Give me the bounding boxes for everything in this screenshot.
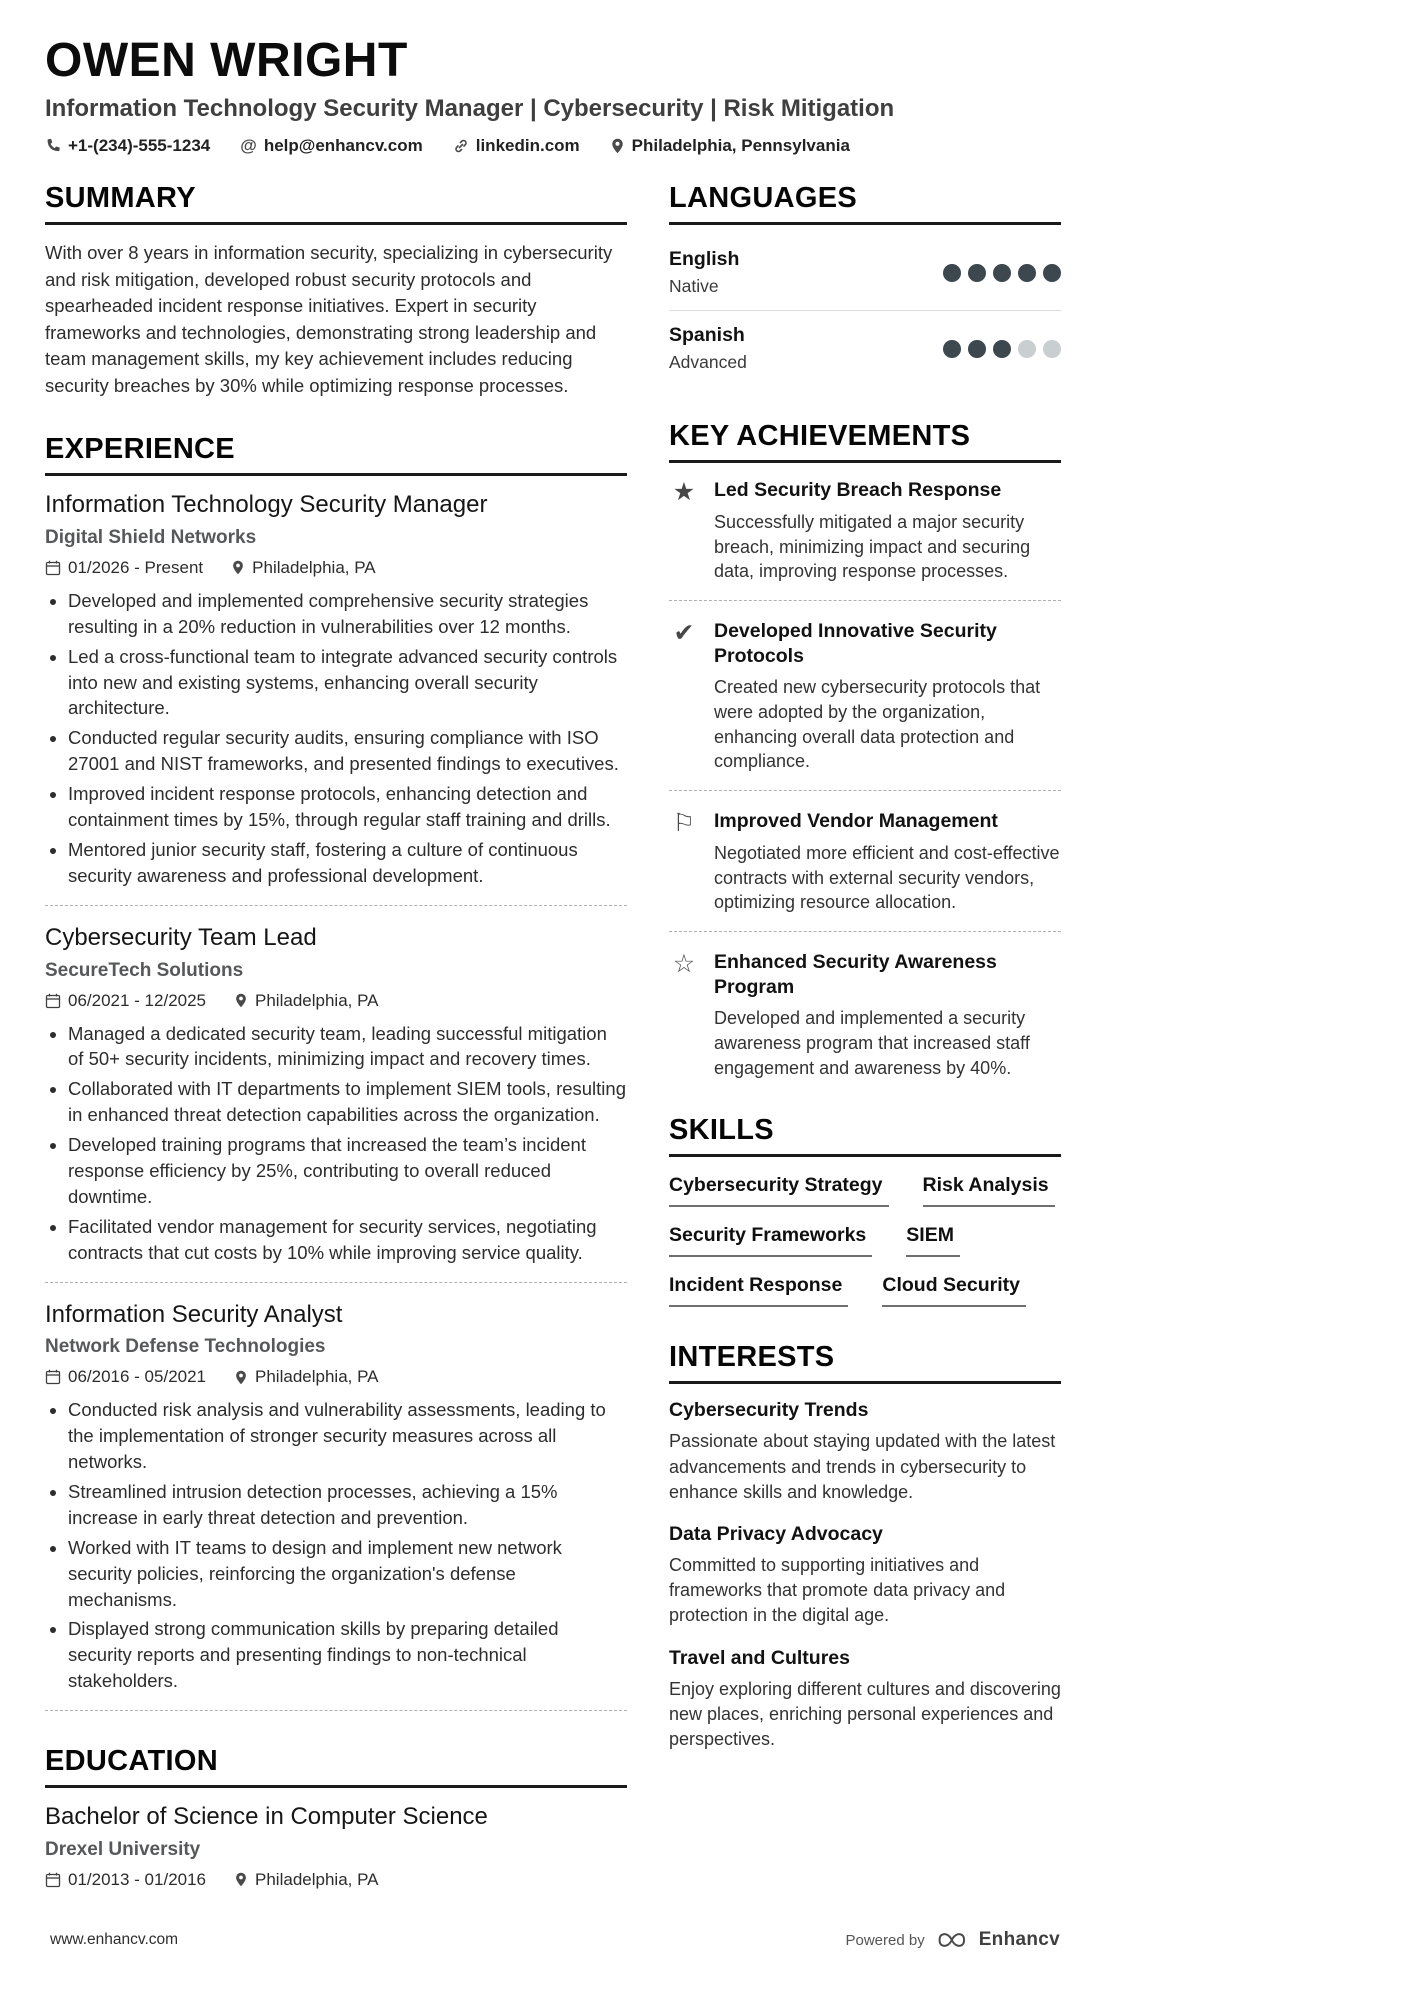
location-text: Philadelphia, Pennsylvania: [631, 136, 850, 156]
interest-item-3: [669, 1647, 1061, 1753]
star-icon: ★: [672, 478, 696, 507]
website-contact[interactable]: [453, 136, 580, 156]
school-name: Drexel University: [45, 1838, 201, 1860]
company-name: Digital Shield Networks: [45, 526, 257, 548]
skill-item: Cybersecurity Strategy: [669, 1174, 889, 1207]
left-column: [45, 182, 627, 1924]
bullet: • Facilitated vendor management for security services, negotiating contracts that cut costs by 10% while improving service quality.: [68, 1214, 627, 1266]
location-pin-icon: [234, 1872, 248, 1887]
skill-item: Risk Analysis: [923, 1174, 1055, 1207]
interest-item-1: [669, 1399, 1061, 1505]
proficiency-dot: [943, 340, 961, 358]
bullet: • Developed and implemented comprehensive security strategies resulting in a 20% reduction in vulnerabilities over 12 months.: [68, 588, 627, 640]
language-name: English: [669, 248, 740, 271]
proficiency-dot: [993, 264, 1011, 282]
education-section: [45, 1745, 627, 1890]
company-name: SecureTech Solutions: [45, 959, 244, 981]
proficiency-dot: [1043, 264, 1061, 282]
achievement-title: Developed Innovative Security Protocols: [714, 620, 997, 667]
proficiency-dot: [1018, 340, 1036, 358]
interest-title: Cybersecurity Trends: [669, 1399, 869, 1422]
proficiency-dot: [993, 340, 1011, 358]
achievement-title: Enhanced Security Awareness Program: [714, 951, 997, 998]
summary-section: [45, 182, 627, 399]
achievement-content: [714, 478, 1061, 584]
achievement-item-3: [669, 809, 1061, 915]
powered-by-label: Powered by: [845, 1931, 925, 1949]
candidate-title: Information Technology Security Manager | Cybersecurity | Risk Mitigation: [45, 95, 895, 123]
interest-text: Enjoy exploring different cultures and discovering new places, enriching personal experiences and perspectives.: [669, 1678, 1061, 1749]
language-row-english: [669, 240, 1061, 310]
bullet: • Displayed strong communication skills by preparing detailed security reports and presenting findings to non-technical stakeholders.: [68, 1616, 627, 1694]
calendar-icon: [45, 560, 61, 576]
proficiency-dot: [968, 264, 986, 282]
location-pin-icon: [610, 138, 625, 154]
job-entry-3: [45, 1301, 627, 1695]
interest-item-2: [669, 1523, 1061, 1629]
email-address: help@enhancv.com: [263, 136, 423, 156]
job-meta: [45, 991, 627, 1011]
languages-section: [669, 182, 1061, 386]
interest-text: Committed to supporting initiatives and frameworks that promote data privacy and protection in the digital age.: [669, 1554, 1006, 1626]
phone-number: +1-(234)-555-1234: [68, 136, 211, 156]
at-icon: @: [240, 136, 257, 156]
proficiency-dot: [943, 264, 961, 282]
experience-section: [45, 433, 627, 1711]
date-range: [45, 991, 206, 1011]
proficiency-dots: [943, 264, 1061, 282]
language-info: [669, 324, 747, 373]
date-text: 01/2013 - 01/2016: [68, 1869, 207, 1889]
achievement-content: [714, 619, 1061, 774]
skill-item: SIEM: [906, 1224, 960, 1257]
location-text: Philadelphia, PA: [252, 557, 376, 577]
interest-text: Passionate about staying updated with the latest advancements and trends in cybersecurity to enhance skills and knowledge.: [669, 1431, 1056, 1502]
date-text: 06/2016 - 05/2021: [68, 1367, 207, 1387]
content-columns: [45, 182, 1061, 1924]
bullet: • Led a cross-functional team to integrate advanced security controls into new and existing systems, enhancing overall security architecture.: [68, 644, 627, 722]
achievement-text: Negotiated more efficient and cost-effective contracts with external security vendors, optimizing resource allocation.: [714, 842, 1060, 913]
bullet: • Streamlined intrusion detection processes, achieving a 15% increase in early threat detection and prevention.: [68, 1479, 627, 1531]
bullet: • Improved incident response protocols, enhancing detection and containment times by 15%, through regular staff training and drills.: [68, 781, 627, 833]
location-pin-icon: [234, 993, 248, 1008]
education-meta: [45, 1870, 627, 1890]
phone-contact[interactable]: [45, 136, 210, 156]
achievement-text: Successfully mitigated a major security breach, minimizing impact and securing data, improving response processes.: [714, 511, 1031, 582]
resume-page: [45, 0, 1061, 1924]
skills-list: [669, 1172, 1061, 1307]
summary-text: With over 8 years in information security, specializing in cybersecurity and risk mitigation, developed robust security protocols and spearheaded incident response initiatives. Expert in security frameworks and technologies, demonstrating strong leadership and team management skills, my key achievement includes reducing security breaches by 30% while optimizing response processes.: [45, 242, 613, 396]
summary-heading: SUMMARY: [45, 182, 627, 225]
divider: [45, 1282, 627, 1283]
proficiency-dot: [1018, 264, 1036, 282]
job-title: Information Technology Security Manager: [45, 491, 488, 519]
enhancv-logo-icon: [935, 1930, 969, 1950]
job-title: Cybersecurity Team Lead: [45, 923, 317, 951]
skill-item: Incident Response: [669, 1274, 848, 1307]
flag-icon: ⚐: [672, 809, 696, 838]
contact-row: [45, 136, 1061, 156]
location-pin-icon: [234, 1370, 248, 1385]
divider: [45, 905, 627, 906]
company-name: Network Defense Technologies: [45, 1336, 326, 1358]
interests-section: [669, 1341, 1061, 1752]
location-text: Philadelphia, PA: [255, 990, 379, 1010]
star-outline-icon: ☆: [672, 950, 696, 979]
language-info: [669, 248, 739, 297]
location-pin-icon: [231, 560, 245, 575]
divider: [669, 790, 1061, 791]
achievement-item-4: [669, 950, 1061, 1080]
powered-by[interactable]: [845, 1929, 1060, 1951]
bullet: • Mentored junior security staff, fostering a culture of continuous security awareness and professional development.: [68, 837, 627, 889]
date-range: [45, 558, 203, 578]
bullet: • Worked with IT teams to design and implement new network security policies, reinforcing the organization's defense mechanisms.: [68, 1535, 627, 1613]
check-icon: ✔: [673, 619, 695, 648]
enhancv-site-link[interactable]: www.enhancv.com: [50, 1931, 179, 1948]
email-contact[interactable]: [240, 136, 423, 156]
date-text: 06/2021 - 12/2025: [68, 990, 207, 1010]
achievements-section: [669, 420, 1061, 1080]
link-icon: [453, 138, 469, 154]
achievement-text: Created new cybersecurity protocols that were adopted by the organization, enhancing overall data protection and compliance.: [714, 677, 1041, 772]
job-meta: [45, 558, 627, 578]
location-contact: [610, 136, 850, 156]
skill-item: Cloud Security: [882, 1274, 1026, 1307]
interest-title: Travel and Cultures: [669, 1646, 850, 1669]
language-level: Advanced: [669, 352, 747, 373]
job-entry-2: [45, 924, 627, 1266]
skill-item: Security Frameworks: [669, 1224, 872, 1257]
achievement-content: [714, 809, 1061, 915]
languages-heading: LANGUAGES: [669, 182, 1061, 225]
date-text: 01/2026 - Present: [68, 557, 204, 577]
location-text: Philadelphia, PA: [255, 1367, 379, 1387]
job-location: [234, 1367, 379, 1387]
bullet: • Managed a dedicated security team, leading successful mitigation of 50+ security incidents, minimizing impact and recovery times.: [68, 1021, 627, 1073]
skills-heading: SKILLS: [669, 1114, 1061, 1157]
job-bullets: [45, 588, 627, 889]
enhancv-brand-name: Enhancv: [978, 1929, 1060, 1950]
degree-title: Bachelor of Science in Computer Science: [45, 1803, 488, 1831]
language-name: Spanish: [669, 324, 745, 347]
right-column: [669, 182, 1061, 1924]
website-url: linkedin.com: [475, 136, 580, 156]
date-range: [45, 1870, 206, 1890]
job-location: [231, 558, 376, 578]
experience-heading: EXPERIENCE: [45, 433, 627, 476]
proficiency-dot: [968, 340, 986, 358]
language-level: Native: [669, 276, 719, 297]
divider: [669, 931, 1061, 932]
calendar-icon: [45, 993, 61, 1009]
job-entry-1: [45, 491, 627, 889]
skills-section: [669, 1114, 1061, 1307]
interest-title: Data Privacy Advocacy: [669, 1522, 883, 1545]
calendar-icon: [45, 1872, 61, 1888]
bullet: • Collaborated with IT departments to implement SIEM tools, resulting in enhanced threat detection capabilities across the organization.: [68, 1076, 627, 1128]
resume-header: [45, 36, 1061, 156]
calendar-icon: [45, 1369, 61, 1385]
job-title: Information Security Analyst: [45, 1300, 343, 1328]
achievement-content: [714, 950, 1061, 1080]
proficiency-dots: [943, 340, 1061, 358]
achievements-heading: KEY ACHIEVEMENTS: [669, 420, 1061, 463]
bullet: • Conducted regular security audits, ensuring compliance with ISO 27001 and NIST frameworks, and presented findings to executives.: [68, 725, 627, 777]
achievement-title: Led Security Breach Response: [714, 479, 1002, 502]
proficiency-dot: [1043, 340, 1061, 358]
job-location: [234, 991, 379, 1011]
page-footer: [50, 1929, 1060, 1951]
achievement-text: Developed and implemented a security awareness program that increased staff engagement and awareness by 40%.: [714, 1007, 1030, 1078]
language-row-spanish: [669, 310, 1061, 386]
divider: [669, 600, 1061, 601]
location-text: Philadelphia, PA: [255, 1869, 379, 1889]
date-range: [45, 1367, 206, 1387]
job-bullets: [45, 1021, 627, 1266]
job-bullets: [45, 1397, 627, 1694]
candidate-name: OWEN WRIGHT: [45, 34, 408, 87]
divider: [45, 1710, 627, 1711]
achievement-item-1: [669, 478, 1061, 584]
education-location: [234, 1870, 379, 1890]
job-meta: [45, 1367, 627, 1387]
education-heading: EDUCATION: [45, 1745, 627, 1788]
bullet: • Conducted risk analysis and vulnerability assessments, leading to the implementation of stronger security measures across all networks.: [68, 1397, 627, 1475]
interests-heading: INTERESTS: [669, 1341, 1061, 1384]
achievement-item-2: [669, 619, 1061, 774]
achievement-title: Improved Vendor Management: [714, 810, 998, 833]
bullet: • Developed training programs that increased the team’s incident response efficiency by 25%, contributing to overall reduced downtime.: [68, 1132, 627, 1210]
phone-icon: [45, 138, 61, 154]
